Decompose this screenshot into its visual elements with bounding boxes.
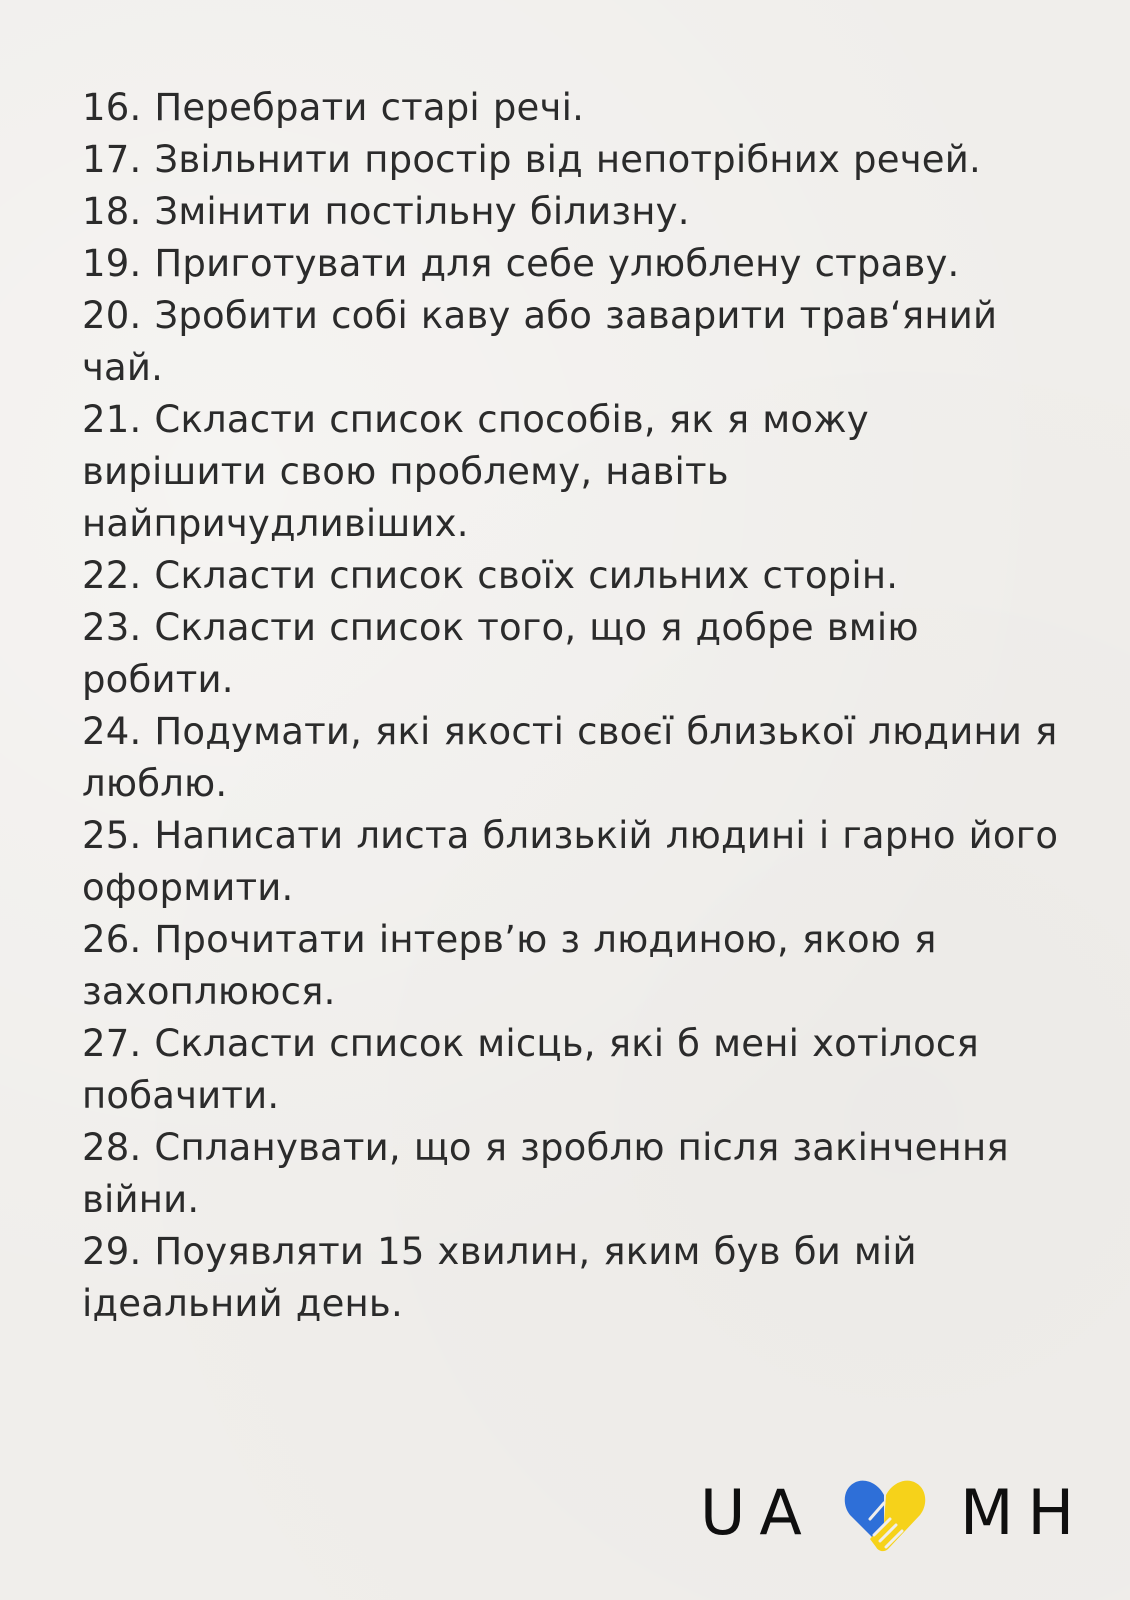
list-item: 25. Написати листа близькій людині і гарно його оформити. (82, 814, 1059, 909)
self-care-list (82, 82, 1062, 1330)
list-item: 29. Поуявляти 15 хвилин, яким був би мій ідеальний день. (82, 1230, 917, 1325)
list-item: 23. Скласти список того, що я добре вмію робити. (82, 606, 919, 701)
list-item: 21. Скласти список способів, як я можу вирішити свою проблему, навіть найпричудливіших. (82, 398, 869, 545)
logo-right-text: MH (960, 1476, 1089, 1549)
heart-handshake-icon (840, 1475, 930, 1553)
list-item: 18. Змінити постільну білизну. (82, 190, 690, 233)
list-item: 20. Зробити собі каву або заварити трав‘яний чай. (82, 294, 998, 389)
ua-mh-logo (700, 1470, 1090, 1560)
list-item: 19. Приготувати для себе улюблену страву. (82, 242, 960, 285)
list-item: 16. Перебрати старі речі. (82, 86, 585, 129)
list-item: 22. Скласти список своїх сильних сторін. (82, 554, 899, 597)
list-item: 26. Прочитати інтерв’ю з людиною, якою я захоплююся. (82, 918, 937, 1013)
list-item: 17. Звільнити простір від непотрібних речей. (82, 138, 981, 181)
list-item: 28. Спланувати, що я зроблю після закінчення війни. (82, 1126, 1009, 1221)
list-item: 27. Скласти список місць, які б мені хотілося побачити. (82, 1022, 979, 1117)
list-item: 24. Подумати, які якості своєї близької людини я люблю. (82, 710, 1058, 805)
logo-left-text: UA (700, 1476, 816, 1549)
